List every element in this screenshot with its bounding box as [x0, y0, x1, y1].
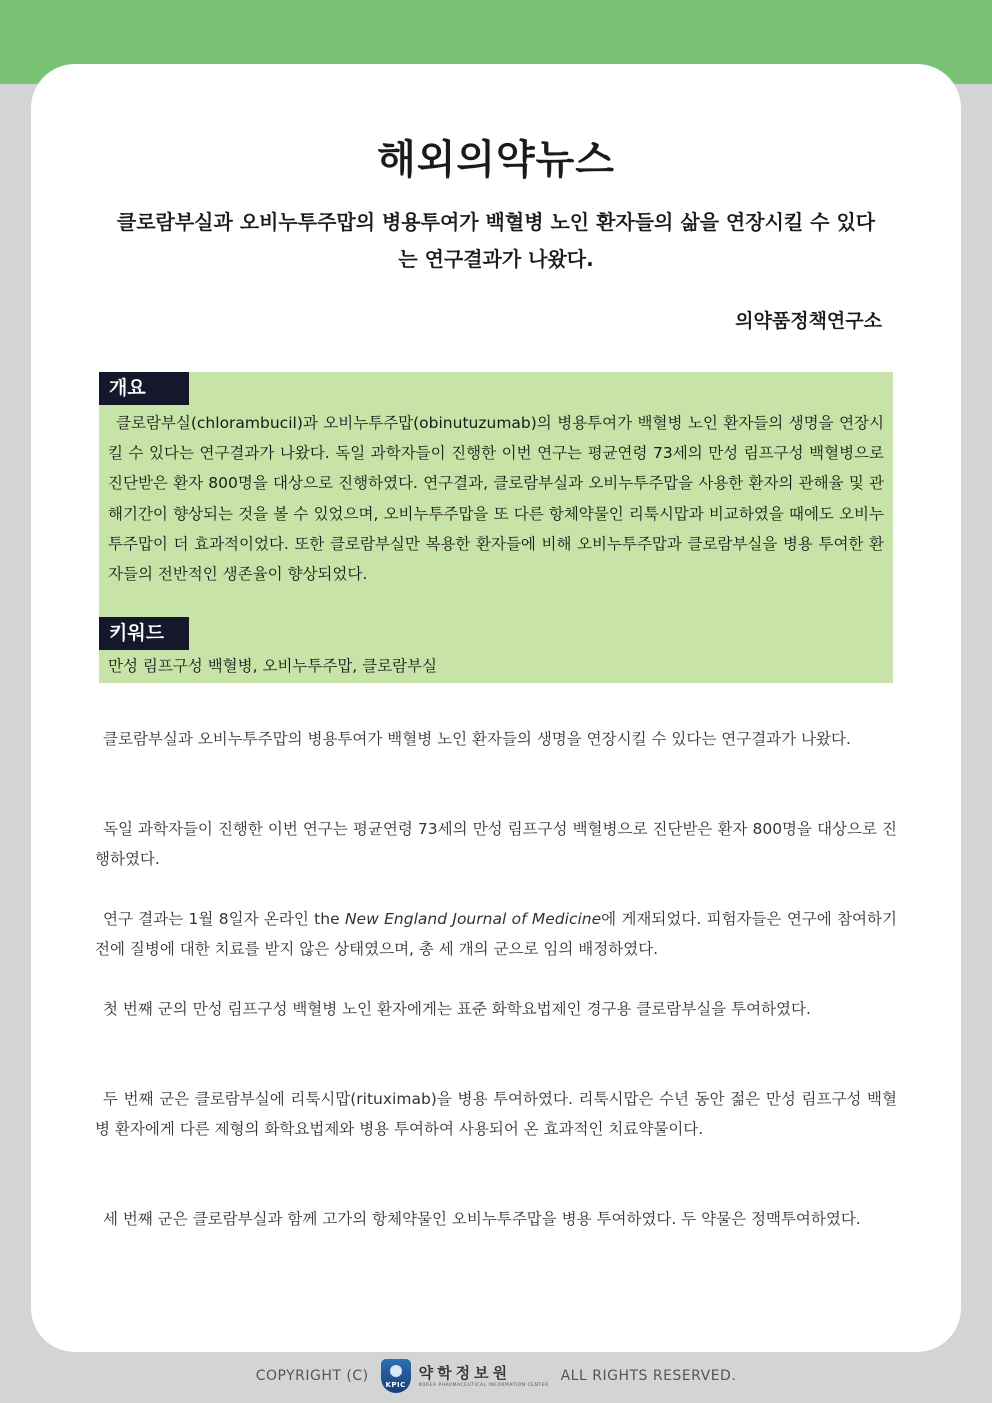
journal-name: New England Journal of Medicine: [344, 910, 602, 928]
copyright-text: COPYRIGHT (C): [255, 1368, 369, 1384]
summary-box: [99, 372, 893, 683]
author-organization: 의약품정책연구소: [735, 310, 882, 332]
rights-text: ALL RIGHTS RESERVED.: [560, 1368, 737, 1384]
footer: [0, 1356, 992, 1396]
paragraph-3-intro: 연구 결과는 1월 8일자 온라인 the: [103, 910, 345, 928]
kpic-logo: [381, 1359, 549, 1393]
paragraph-3-rest: 에 게재되었다. 피험자들은 연구에 참여하기 전에 질병에 대한 치료를 받지 않은 상태였으며, 총 세 개의 군으로 임의 배정하였다.: [95, 910, 897, 958]
logo-text: [419, 1364, 549, 1389]
logo-korean: 약학정보원: [418, 1363, 512, 1382]
body-paragraph-6: 세 번째 군은 클로람부실과 함께 고가의 항체약물인 오비누투주맙을 병용 투여하였다. 두 약물은 정맥투여하였다.: [103, 1210, 861, 1228]
page-title: 해외의약뉴스: [377, 137, 615, 183]
body-paragraph-3: [95, 904, 897, 964]
keywords-text: 만성 림프구성 백혈병, 오비누투주맙, 클로람부실: [108, 657, 438, 675]
kpic-shield-icon: KPIC: [381, 1359, 411, 1393]
article-headline: 클로람부실과 오비누투주맙의 병용투여가 백혈병 노인 환자들의 삶을 연장시킬 수 있다는 연구결과가 나왔다.: [116, 210, 876, 271]
body-paragraph-2: 독일 과학자들이 진행한 이번 연구는 평균연령 73세의 만성 림프구성 백혈병으로 진단받은 환자 800명을 대상으로 진행하였다.: [95, 820, 897, 868]
body-paragraph-4: 첫 번째 군의 만성 림프구성 백혈병 노인 환자에게는 표준 화학요법제인 경구용 클로람부실을 투여하였다.: [103, 1000, 811, 1018]
keywords-label: 키워드: [99, 617, 189, 650]
body-paragraph-1: 클로람부실과 오비누투주맙의 병용투여가 백혈병 노인 환자들의 생명을 연장시킬 수 있다는 연구결과가 나왔다.: [103, 730, 851, 748]
body-paragraph-5: 두 번째 군은 클로람부실에 리툭시맙(rituximab)을 병용 투여하였다. 리툭시맙은 수년 동안 젊은 만성 림프구성 백혈병 환자에게 다른 제형의 화학요법제와 병용 투여하여 사용되어 온 효과적인 치료약물이다.: [95, 1090, 897, 1138]
logo-english: KOREA PHARMACEUTICAL INFORMATION CENTER: [418, 1382, 549, 1388]
summary-text: 클로람부실(chlorambucil)과 오비누투주맙(obinutuzumab)의 병용투여가 백혈병 노인 환자들의 생명을 연장시킬 수 있다는 연구결과가 나왔다. 독일 과학자들이 진행한 이번 연구는 평균연령 73세의 만성 림프구성 백혈병으로 진단받은 환자 800명을 대상으로 진행하였다. 연구결과, 클로람부실과 오비누투주맙을 사용한 환자의 관해율 및 관해기간이 향상되는 것을 볼 수 있었으며, 오비누투주맙을 또 다른 항체약물인 리툭시맙과 비교하였을 때에도 오비누투주맙이 더 효과적이었다. 또한 클로람부실만 복용한 환자들에 비해 오비누투주맙과 클로람부실을 병용 투여한 환자들의 전반적인 생존율이 향상되었다.: [108, 414, 884, 584]
summary-label: 개요: [99, 372, 189, 405]
